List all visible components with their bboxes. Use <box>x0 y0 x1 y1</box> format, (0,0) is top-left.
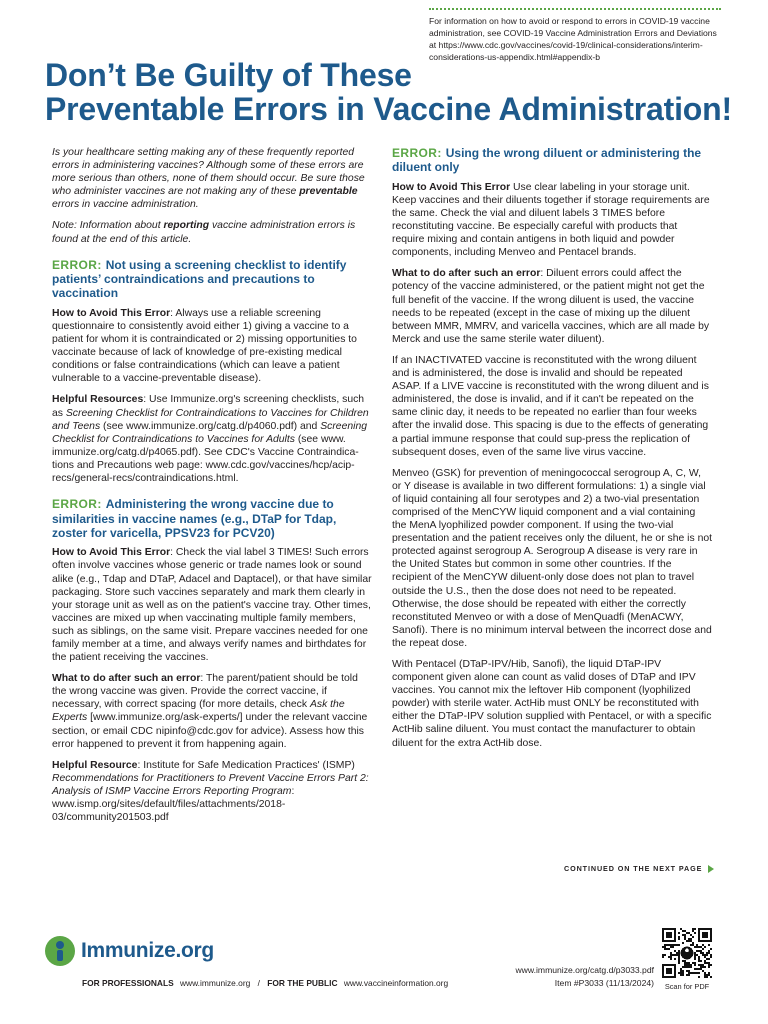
resources-paragraph <box>52 759 372 824</box>
after-error-paragraph <box>392 267 712 346</box>
document-url[interactable]: www.immunize.org/catg.d/p3033.pdf <box>515 965 654 975</box>
immunize-logo[interactable] <box>45 934 214 968</box>
lead-label: What to do after such an error <box>392 268 541 280</box>
body-text: : Always use a reliable screening questionnaire to consistently avoid either 1) giving a vaccine to a patient for whom it is contraindicated or 2) missing opportunities to vaccinate because of lack of knowledge of pre-existing medical conditions or false contraindications (which can leave a patient vulnerable to a vaccine-preventable disease). <box>52 307 357 385</box>
right-column <box>392 146 712 758</box>
error-title: Not using a screening checklist to identify patients’ contraindications and precautions to vaccination <box>52 257 347 301</box>
triangle-right-icon <box>708 865 714 873</box>
body-text: : Institute for Safe Medication Practices' (ISMP) <box>137 759 355 771</box>
resources-paragraph <box>52 393 372 485</box>
note-emphasis: reporting <box>163 220 210 232</box>
doc-title: Ask the Experts <box>52 699 345 724</box>
public-link[interactable]: www.vaccineinformation.org <box>343 978 449 988</box>
error-heading-wrong-diluent <box>392 146 712 175</box>
lead-label: How to Avoid This Error <box>392 181 511 193</box>
note-text-end: vaccine administration errors is found at the end of this article. <box>52 220 356 245</box>
error-label: ERROR: <box>392 146 442 160</box>
continued-link[interactable] <box>564 864 714 873</box>
public-label: FOR THE PUBLIC <box>267 978 338 988</box>
body-text: Use clear labeling in your storage unit. Keep vaccines and their diluents together if storage requirements are the same. Check the vial and diluent labels 3 TIMES before reconstituting vaccine. Be especially careful with products that require mixing and contain antigens in both liquid and powder components, including Menveo and Pentacel brands. <box>392 181 710 259</box>
footer-separator: / <box>257 978 260 988</box>
item-number: Item #P3033 (11/13/2024) <box>554 978 654 988</box>
immunize-logo-icon <box>45 936 75 966</box>
error-title: Using the wrong diluent or administering the diluent only <box>392 146 702 175</box>
intro-note <box>52 219 372 245</box>
logo-text: Immunize.org <box>81 939 214 962</box>
body-text: (see www. immunize.org/catg.d/p4065.pdf). See CDC's Vaccine Contraindica-tions and Precautions web page: www.cdc.gov/vaccines/hcp/acip-recs/general-recs/contraindications.html. <box>52 433 359 484</box>
lead-label: Helpful Resource <box>52 759 138 771</box>
intro-emphasis: preventable <box>299 186 358 198</box>
scan-label: Scan for PDF <box>664 982 710 991</box>
doc-title: Screening Checklist for Contraindications to Vaccines for Children and Teens <box>52 407 369 432</box>
inactivated-paragraph: If an INACTIVATED vaccine is reconstituted with the wrong diluent and is administered, the dose is invalid and should be repeated ASAP. If a LIVE vaccine is reconstituted with the wrong diluent and is administered, the dose is invalid, and if it can't be repeated on the same clinic day, it needs to be repeated no earlier than four weeks after the invalid dose. This spacing is due to the effects of generating a partial immune response that could sup-press the replication of subsequent doses, even of the same live virus vaccine. <box>392 354 709 458</box>
body-text: : www.ismp.org/sites/default/files/attachments/2018-03/community201503.pdf <box>52 785 295 824</box>
error-heading-wrong-vaccine <box>52 497 372 540</box>
professionals-link[interactable]: www.immunize.org <box>180 978 251 988</box>
intro-text: Is your healthcare setting making any of these frequently reported errors in administering vaccines? Although some of these errors are more serious than others, none of them should occur. Be sure those who administer vaccines are not making any of these <box>52 147 365 198</box>
left-column <box>52 146 372 832</box>
lead-label: Helpful Resources <box>52 394 144 406</box>
body-text: : Check the vial label 3 TIMES! Such errors often involve vaccines whose generic or trade names look or sound alike (e.g., Tdap and DTaP, Adacel and Daptacel), or that have similar packaging. Store such vaccines separately and mark them clearly in your storage unit as well as on the patient's vaccine tray. Other times, vaccines are mixed up when vaccinating multiple family members, such as siblings, on the same visit. Prepare vaccines needed for one family member at a time, and always verify names and birthdates for the patient receiving the vaccines. <box>52 547 372 664</box>
body-text: : Diluent errors could affect the potency of the vaccine administered, or the patient might not get the full benefit of the vaccine. If the wrong diluent is used, the vaccine needs to be repeated (except in the case of mixing up the diluent between MMR, MMRV, and varicella vaccines, which are all made by Merck and use the same sterile water diluent). <box>392 268 710 345</box>
footer-links <box>82 978 448 988</box>
professionals-label: FOR PROFESSIONALS <box>82 978 174 988</box>
covid-info-note: For information on how to avoid or respond to errors in COVID-19 vaccine administration, see COVID-19 Vaccine Administration Errors and Deviations at https://www.cdc.gov/vaccines/covid-19/clinical-considerations/interim-considerations-us-appendix.html#appendix-b <box>429 8 721 63</box>
body-text: (see www.immunize.org/catg.d/p4060.pdf) and <box>100 420 321 432</box>
error-heading-screening <box>52 258 372 301</box>
body-text: [www.immunize.org/ask-experts/] under the relevant vaccine section, or email CDC nipinfo@cdc.gov for advice). Assess how this error happened to prevent it from happening again. <box>52 712 368 750</box>
qr-code-icon[interactable] <box>662 928 712 978</box>
title-emphasis: Preventable <box>45 91 225 127</box>
body-text: : The parent/patient should be told the wrong vaccine was given. Provide the correct vaccine, if necessary, with correct spacing (for more details, check <box>52 673 358 711</box>
page-title <box>45 58 745 126</box>
pentacel-paragraph: With Pentacel (DTaP-IPV/Hib, Sanofi), the liquid DTaP-IPV component given alone can count as valid doses of DTaP and IPV vaccines. You cannot mix the leftover Hib component (lyophilized powder) with sterile water. ActHib must ONLY be reconstituted with either the DTaP-IPV solution supplied with Pentacel, or with a specific ActHib saline diluent. You must contact the manufacturer to obtain diluent for the extra ActHib dose. <box>392 659 712 749</box>
menveo-paragraph: Menveo (GSK) for prevention of meningococcal serogroup A, C, W, or Y disease is available in two different formulations: 1) a single vial of liquid containing all four serotypes and 2) a two-vial presentation comprised of the MenCYW liquid component and a vial containing the MenA lyophilized powder component. If using the two-vial presentation and the patient receives only the diluent, he or she is not protected against serogroup A. Serogroup A disease is very rare in the United States but common in some other countries. If the recipient of the MenCYW diluent-only dose does not plan to travel outside the U.S., then the dose does not need to be repeated. Otherwise, the dose should be repeated with either the correctly reconstituted Menveo or with a dose of MenQuadfi (MenACWY, Sanofi). There is no minimum interval between the incorrect dose and the repeat dose. <box>392 467 713 649</box>
body-text: : Use Immunize.org's screening checklists, such as <box>52 394 365 419</box>
lead-label: What to do after such an error <box>52 673 201 685</box>
continued-label: CONTINUED ON THE NEXT PAGE <box>564 864 703 873</box>
title-line-2: Errors in Vaccine Administration! <box>224 91 732 127</box>
avoid-paragraph <box>52 307 372 386</box>
avoid-paragraph <box>392 181 712 260</box>
doc-title: Recommendations for Practitioners to Prevent Vaccine Errors Part 2: Analysis of ISMP Vaccine Errors Reporting Program <box>52 772 369 797</box>
after-error-paragraph <box>52 672 372 751</box>
lead-label: How to Avoid This Error <box>52 307 171 319</box>
error-label: ERROR: <box>52 497 102 512</box>
error-title: Administering the wrong vaccine due to similarities in vaccine names (e.g., DTaP for Tdap, zoster for varicella, PPSV23 for PCV20) <box>52 497 337 540</box>
document-reference <box>440 964 654 990</box>
intro-text-end: errors in vaccine administration. <box>52 199 199 211</box>
lead-label: How to Avoid This Error <box>52 547 171 559</box>
note-text: Note: Information about <box>52 220 164 232</box>
doc-title: Screening Checklist for Contraindications to Vaccines for Adults <box>52 420 368 445</box>
avoid-paragraph <box>52 546 372 664</box>
title-line-1: Don’t Be Guilty of These <box>45 57 412 93</box>
intro-paragraph <box>52 146 372 211</box>
error-label: ERROR: <box>52 257 102 272</box>
